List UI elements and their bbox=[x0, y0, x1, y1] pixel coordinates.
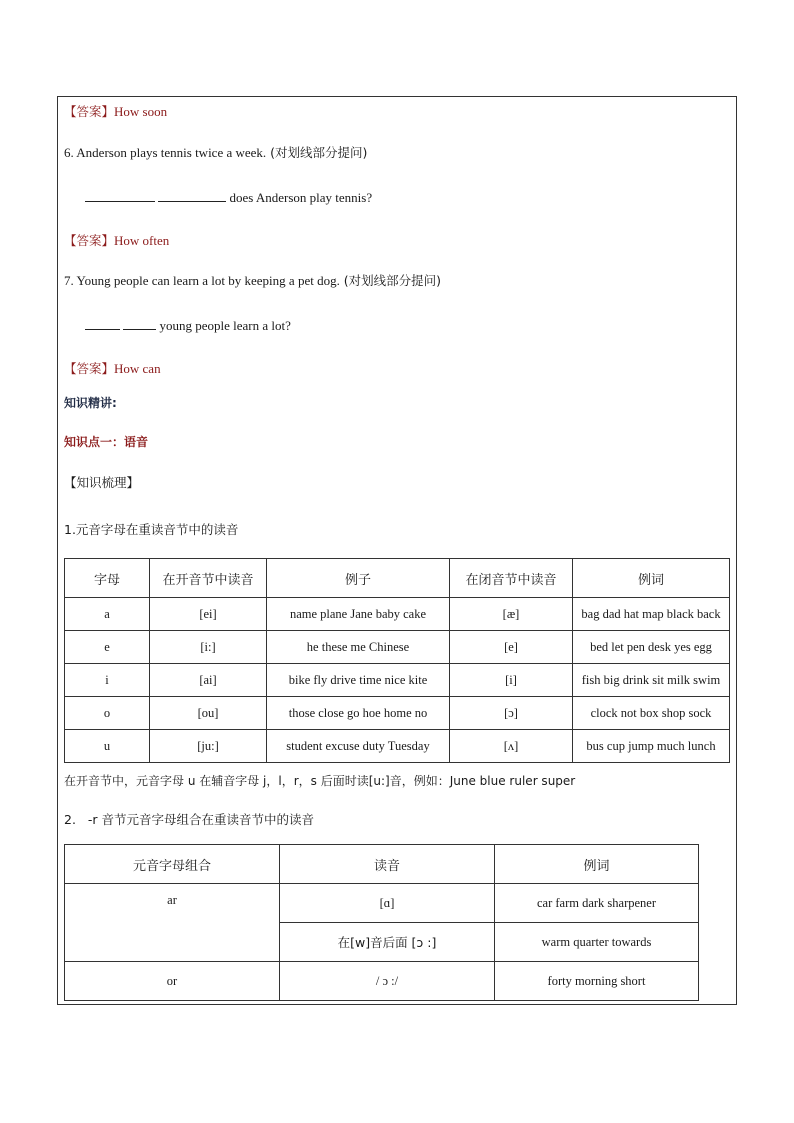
table-cell: i bbox=[65, 664, 150, 697]
answer-7 bbox=[64, 361, 161, 377]
table-cell: [ʌ] bbox=[450, 730, 573, 763]
question-6 bbox=[64, 145, 367, 161]
table-row bbox=[65, 884, 699, 923]
header-cell: 读音 bbox=[280, 845, 495, 884]
answer-5 bbox=[64, 104, 167, 120]
header-cell: 字母 bbox=[65, 559, 150, 598]
table-cell: / ɔ :/ bbox=[280, 962, 495, 1001]
question-6-instruction: (对划线部分提问) bbox=[266, 145, 368, 160]
header-cell: 例词 bbox=[573, 559, 730, 598]
question-7-text: 7. Young people can learn a lot by keeping a pet dog. bbox=[64, 273, 340, 288]
table-cell: [æ] bbox=[450, 598, 573, 631]
table-cell: [ai] bbox=[150, 664, 267, 697]
table-cell: fish big drink sit milk swim bbox=[573, 664, 730, 697]
answer-bracket: 【答案】 bbox=[64, 233, 115, 248]
r-syllable-table bbox=[64, 844, 699, 1001]
table-cell: [i:] bbox=[150, 631, 267, 664]
answer-bracket: 【答案】 bbox=[64, 361, 115, 376]
answer-text: How often bbox=[114, 233, 170, 248]
header-cell: 在开音节中读音 bbox=[150, 559, 267, 598]
answer-bracket: 【答案】 bbox=[64, 104, 115, 119]
table-cell: warm quarter towards bbox=[495, 923, 699, 962]
table-row bbox=[65, 664, 730, 697]
answer-text: How soon bbox=[114, 104, 168, 119]
blank-field[interactable] bbox=[85, 317, 120, 330]
heading-review: 【知识梳理】 bbox=[64, 475, 140, 490]
table-cell: [ei] bbox=[150, 598, 267, 631]
table-cell: [ou] bbox=[150, 697, 267, 730]
question-7 bbox=[64, 273, 441, 289]
heading-point-1: 知识点一：语音 bbox=[64, 435, 149, 449]
header-cell: 在闭音节中读音 bbox=[450, 559, 573, 598]
header-cell: 例子 bbox=[267, 559, 450, 598]
table-cell: [ɑ] bbox=[280, 884, 495, 923]
table-cell: those close go hoe home no bbox=[267, 697, 450, 730]
table-cell: u bbox=[65, 730, 150, 763]
table-cell: car farm dark sharpener bbox=[495, 884, 699, 923]
vowel-table bbox=[64, 558, 730, 763]
header-cell: 例词 bbox=[495, 845, 699, 884]
table-cell: name plane Jane baby cake bbox=[267, 598, 450, 631]
table-header-row bbox=[65, 845, 699, 884]
header-cell: 元音字母组合 bbox=[65, 845, 280, 884]
table-cell: 在[w]音后面 [ɔ :] bbox=[280, 923, 495, 962]
table-1-note: 在开音节中，元音字母 u 在辅音字母 j，l，r，s 后面时读[u:]音，例如：June blue ruler super bbox=[64, 774, 576, 788]
question-6-fill-text: does Anderson play tennis? bbox=[226, 190, 373, 205]
answer-6 bbox=[64, 233, 169, 249]
table-cell: [ju:] bbox=[150, 730, 267, 763]
table-cell: bag dad hat map black back bbox=[573, 598, 730, 631]
table-row bbox=[65, 631, 730, 664]
blank-field[interactable] bbox=[85, 189, 155, 202]
table-row bbox=[65, 598, 730, 631]
question-7-fill bbox=[85, 317, 291, 334]
blank-field[interactable] bbox=[158, 189, 226, 202]
section-2-number: 2. bbox=[64, 812, 76, 827]
table-header-row bbox=[65, 559, 730, 598]
table-cell: a bbox=[65, 598, 150, 631]
question-6-fill bbox=[85, 189, 372, 206]
table-cell: ar bbox=[65, 884, 280, 962]
table-cell: e bbox=[65, 631, 150, 664]
table-cell: o bbox=[65, 697, 150, 730]
section-2-text: -r 音节元音字母组合在重读音节中的读音 bbox=[87, 812, 315, 827]
question-7-fill-text: young people learn a lot? bbox=[156, 318, 291, 333]
table-cell: he these me Chinese bbox=[267, 631, 450, 664]
section-2-title bbox=[64, 812, 314, 828]
table-row bbox=[65, 697, 730, 730]
table-cell: [e] bbox=[450, 631, 573, 664]
table-cell: forty morning short bbox=[495, 962, 699, 1001]
question-7-instruction: (对划线部分提问) bbox=[339, 273, 442, 288]
question-6-text: 6. Anderson plays tennis twice a week. bbox=[64, 145, 267, 160]
table-cell: [ɔ] bbox=[450, 697, 573, 730]
section-1-title: 1.元音字母在重读音节中的读音 bbox=[64, 522, 239, 537]
table-cell: bus cup jump much lunch bbox=[573, 730, 730, 763]
table-cell: clock not box shop sock bbox=[573, 697, 730, 730]
table-cell: bed let pen desk yes egg bbox=[573, 631, 730, 664]
table-cell: bike fly drive time nice kite bbox=[267, 664, 450, 697]
table-row bbox=[65, 962, 699, 1001]
table-cell: student excuse duty Tuesday bbox=[267, 730, 450, 763]
heading-knowledge: 知识精讲: bbox=[64, 396, 117, 410]
answer-text: How can bbox=[114, 361, 161, 376]
table-cell: or bbox=[65, 962, 280, 1001]
table-cell: [i] bbox=[450, 664, 573, 697]
table-row bbox=[65, 730, 730, 763]
blank-field[interactable] bbox=[123, 317, 156, 330]
